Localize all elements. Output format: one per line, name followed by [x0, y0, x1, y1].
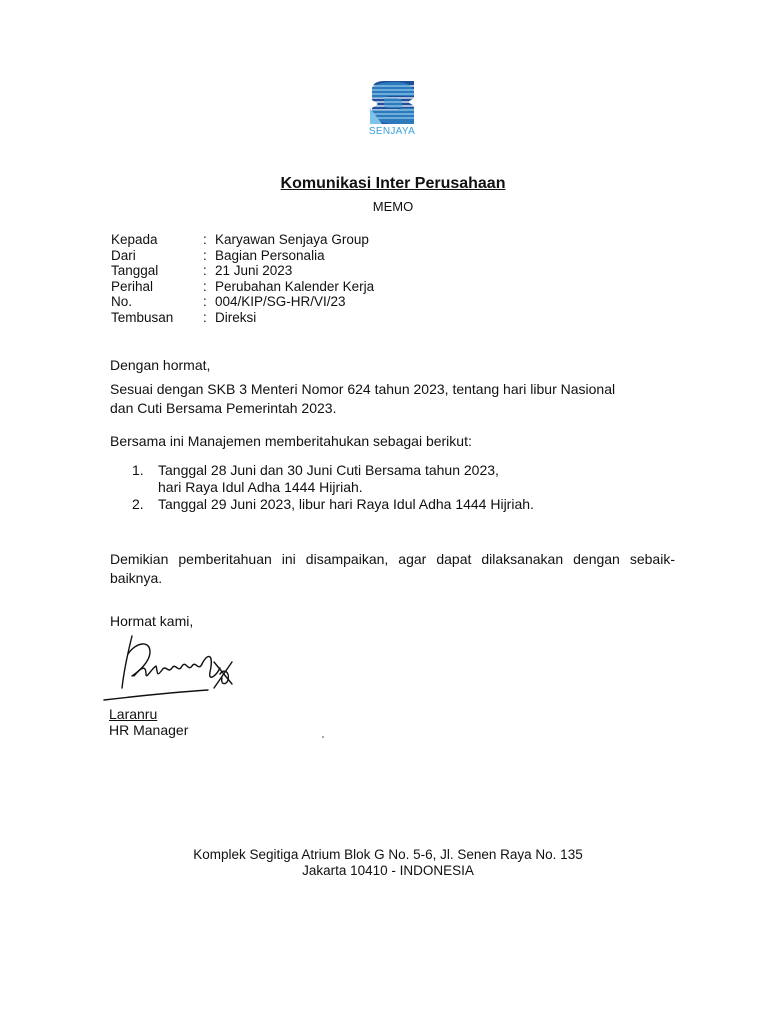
- logo-text: SENJAYA: [368, 126, 416, 137]
- list-text: Tanggal 28 Juni dan 30 Juni Cuti Bersama tahun 2023,: [158, 462, 499, 478]
- address-line-2: Jakarta 10410 - INDONESIA: [302, 863, 474, 878]
- list-item: [132, 496, 534, 513]
- signer-title: HR Manager: [109, 722, 189, 738]
- senjaya-logo-icon: [364, 78, 420, 126]
- meta-colon: :: [203, 309, 207, 325]
- meta-row-perihal: [111, 279, 374, 295]
- meta-value: Direksi: [215, 309, 257, 325]
- meta-value: Bagian Personalia: [215, 247, 325, 263]
- list-text: hari Raya Idul Adha 1444 Hijriah.: [158, 479, 363, 495]
- meta-value: Karyawan Senjaya Group: [215, 232, 369, 247]
- speck: [322, 736, 324, 738]
- meta-label: Kepada: [111, 232, 158, 247]
- body-paragraph-3: Demikian pemberitahuan ini disampaikan, agar dapat dilaksanakan dengan sebaik-baiknya.: [110, 551, 675, 586]
- meta-value: 004/KIP/SG-HR/VI/23: [215, 294, 346, 309]
- memo-title: Komunikasi Inter Perusahaan: [280, 175, 506, 192]
- meta-colon: :: [203, 263, 207, 278]
- meta-row-dari: [111, 248, 374, 264]
- meta-colon: :: [203, 247, 207, 263]
- closing: Hormat kami,: [110, 613, 194, 629]
- list-number: 2.: [132, 496, 144, 512]
- announcement-list: [132, 462, 534, 513]
- meta-label: Tanggal: [111, 263, 159, 278]
- meta-label: Dari: [111, 247, 136, 263]
- company-logo: [360, 78, 424, 137]
- meta-value: 21 Juni 2023: [215, 263, 293, 278]
- list-number: 1.: [132, 462, 144, 478]
- signer-name: Laranru: [109, 706, 158, 722]
- list-text: Tanggal 29 Juni 2023, libur hari Raya Idul Adha 1444 Hijriah.: [158, 496, 534, 512]
- meta-label: Perihal: [111, 278, 154, 294]
- meta-label: No.: [111, 294, 133, 309]
- memo-meta-table: [111, 232, 374, 325]
- memo-subtitle: MEMO: [372, 199, 414, 214]
- meta-colon: :: [203, 294, 207, 309]
- meta-row-no: [111, 294, 374, 310]
- greeting: Dengan hormat,: [110, 357, 211, 373]
- list-item: [132, 462, 534, 496]
- handwritten-signature: [98, 632, 248, 707]
- meta-row-tembusan: [111, 310, 374, 326]
- body-paragraph-2: Bersama ini Manajemen memberitahukan sebagai berikut:: [110, 433, 472, 449]
- meta-row-tanggal: [111, 263, 374, 279]
- meta-colon: :: [203, 232, 207, 247]
- meta-value: Perubahan Kalender Kerja: [215, 278, 375, 294]
- meta-colon: :: [203, 278, 207, 294]
- body-paragraph-1: Sesuai dengan SKB 3 Menteri Nomor 624 tahun 2023, tentang hari libur Nasional dan Cuti Bersama Pemerintah 2023.: [110, 381, 616, 416]
- address-line-1: Komplek Segitiga Atrium Blok G No. 5-6, Jl. Senen Raya No. 135: [193, 847, 583, 862]
- meta-label: Tembusan: [111, 309, 174, 325]
- company-address: [100, 847, 676, 879]
- meta-row-kepada: [111, 232, 374, 248]
